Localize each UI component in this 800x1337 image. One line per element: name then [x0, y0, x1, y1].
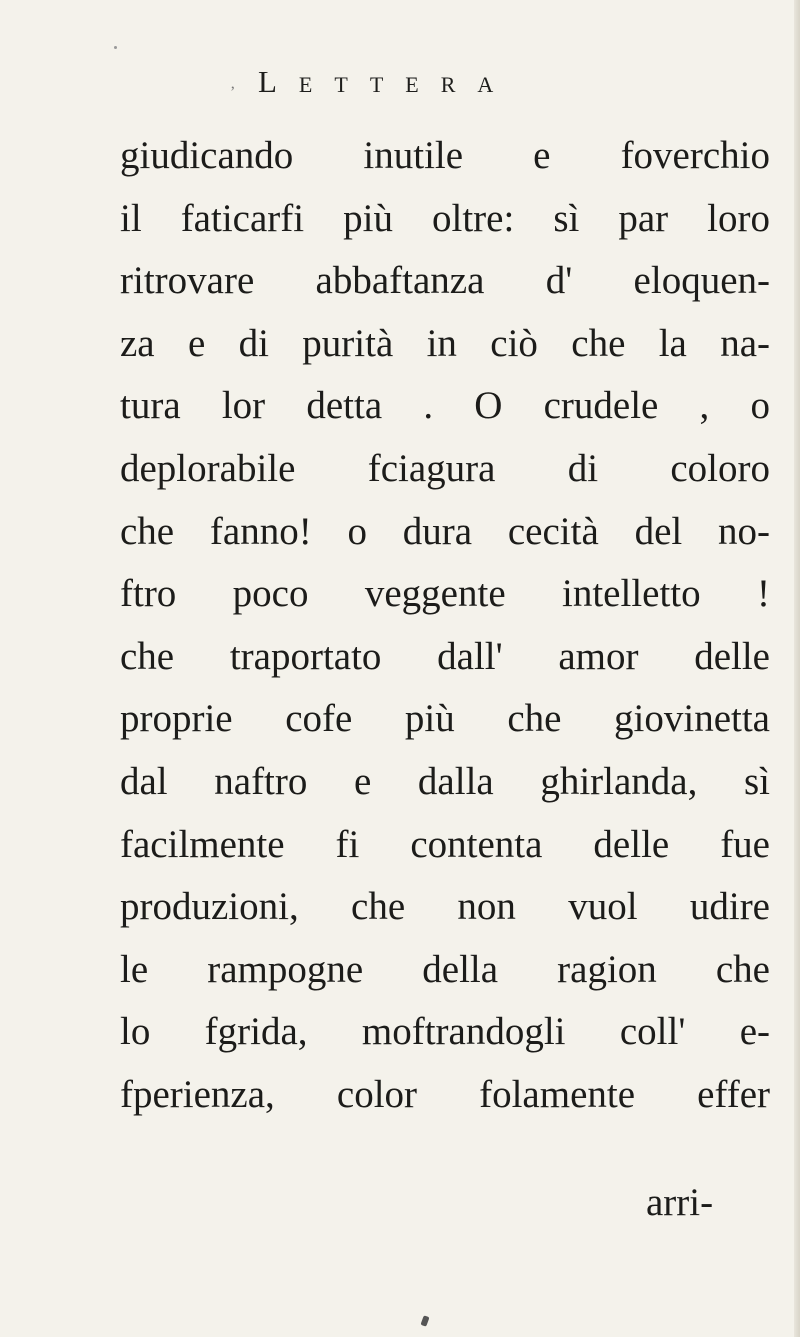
text-line: fperienza, color folamente effer [120, 1072, 770, 1116]
text-line: produzioni, che non vuol udire [120, 885, 770, 929]
text-line: dal naftro e dalla ghirlanda, sì [120, 759, 770, 803]
page-edge [794, 0, 800, 1337]
text-line: proprie cofe più che giovinetta [120, 697, 770, 741]
text-line: lo fgrida, moftrandogli coll' e- [120, 1010, 770, 1054]
body-text [120, 125, 770, 1127]
text-line: facilmente fi contenta delle fue [120, 822, 770, 866]
text-line: le rampogne della ragion che [120, 947, 770, 991]
text-line: ftro poco veggente intelletto ! [120, 572, 770, 616]
text-line: ritrovare abbaftanza d' eloquen- [120, 259, 770, 303]
ink-speck [114, 46, 117, 49]
text-line: giudicando inutile e foverchio [120, 134, 770, 177]
text-line: tura lor detta . O crudele , o [120, 384, 770, 428]
text-line: deplorabile fciagura di coloro [120, 446, 770, 490]
text-line: il faticarfi più oltre: sì par loro [120, 196, 770, 240]
text-line: za e di purità in ciò che la na- [120, 321, 770, 365]
text-line: che traportato dall' amor delle [120, 634, 770, 678]
text-line: che fanno! o dura cecità del no- [120, 509, 770, 553]
running-header: Lettera [258, 64, 516, 99]
header-mark: ’ [230, 84, 236, 101]
ink-speck [420, 1315, 429, 1326]
catchword: arri- [646, 1181, 714, 1224]
